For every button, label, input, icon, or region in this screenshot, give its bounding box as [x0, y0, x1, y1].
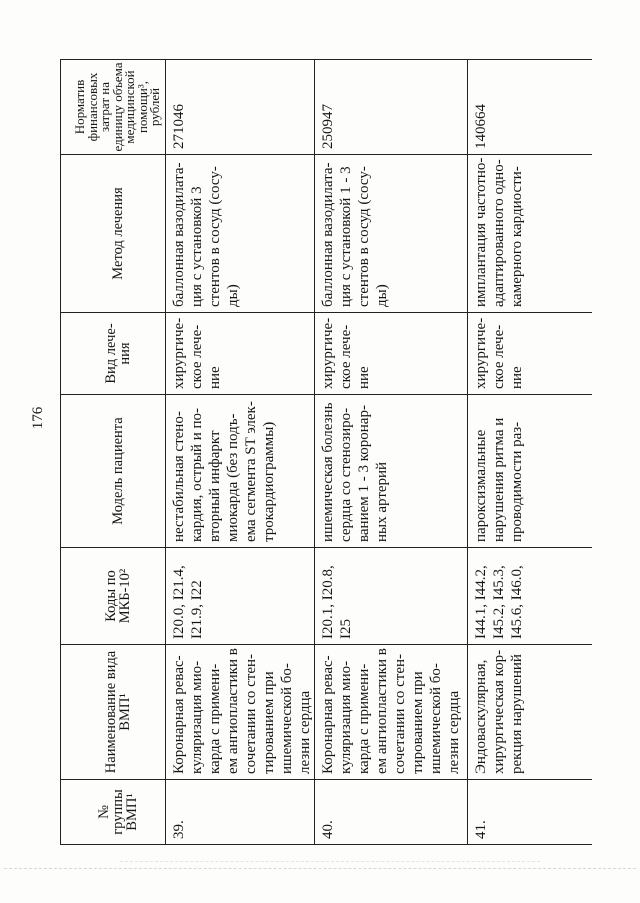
header-treatment-method: Метод лечения — [61, 155, 166, 313]
row-cost-standard: 271046 — [166, 60, 315, 155]
header-vmp-name: Наименование вида ВМП¹ — [61, 645, 166, 780]
page-number: 176 — [30, 406, 46, 430]
row-group-number: 39. — [166, 780, 315, 845]
row-cost-standard: 140664 — [468, 60, 592, 155]
header-cost-standard: Норматив финансовых затрат на единицу объема медицинской помощи³, рублей — [61, 60, 166, 155]
scan-artifact-line — [4, 868, 636, 869]
row-cost-standard: 250947 — [315, 60, 468, 155]
row-patient-model: ишемическая болезнь сердца со стенозиро- ванием 1 - 3 коронар- ных артерий — [315, 395, 468, 548]
row-patient-model: нестабильная стено- кардия, острый и по- вторный инфаркт миокарда (без подъ- ема сегмента ST элек- трокардиограммы) — [166, 395, 315, 548]
row-treatment-method: баллонная вазодилата- ция с установкой 1 - 3 стентов в сосуд (сосу- ды) — [315, 155, 468, 313]
header-group-number: № группы ВМП¹ — [61, 780, 166, 845]
scan-artifact-line — [120, 861, 540, 862]
table-row — [166, 60, 315, 845]
table-row — [315, 60, 468, 845]
header-patient-model: Модель пациента — [61, 395, 166, 548]
row-patient-model: пароксизмальные нарушения ритма и проводимости раз- — [468, 395, 592, 548]
row-treatment-method: баллонная вазодилата- ция с установкой 3 стентов в сосуд (сосу- ды) — [166, 155, 315, 313]
row-group-number: 41. — [468, 780, 592, 845]
table-header-row — [61, 60, 166, 845]
vmp-table-container — [60, 60, 590, 845]
row-treatment-type: хирургиче- ское лече- ние — [468, 313, 592, 395]
row-treatment-type: хирургиче- ское лече- ние — [166, 313, 315, 395]
row-vmp-name: Эндоваскулярная, хирургическая кор- рекция нарушений — [468, 645, 592, 780]
row-icd-codes: I20.1, I20.8, I25 — [315, 548, 468, 645]
row-icd-codes: I20.0, I21.4, I21.9, I22 — [166, 548, 315, 645]
header-icd-codes: Коды по МКБ-10² — [61, 548, 166, 645]
row-vmp-name: Коронарная ревас- куляризация мио- карда с примени- ем ангиопластики в сочетании со стен- тированием при ишемической бо- лезни сердца — [166, 645, 315, 780]
row-treatment-type: хирургиче- ское лече- ние — [315, 313, 468, 395]
row-group-number: 40. — [315, 780, 468, 845]
row-treatment-method: имплантация частотно- адаптированного одно- камерного кардиости- — [468, 155, 592, 313]
row-vmp-name: Коронарная ревас- куляризация мио- карда с примени- ем ангиопластики в сочетании со стен- тированием при ишемической бо- лезни сердца — [315, 645, 468, 780]
table-row — [468, 60, 592, 845]
row-icd-codes: I44.1, I44.2, I45.2, I45.3, I45.6, I46.0, — [468, 548, 592, 645]
vmp-table — [60, 59, 592, 845]
header-treatment-type: Вид лече- ния — [61, 313, 166, 395]
